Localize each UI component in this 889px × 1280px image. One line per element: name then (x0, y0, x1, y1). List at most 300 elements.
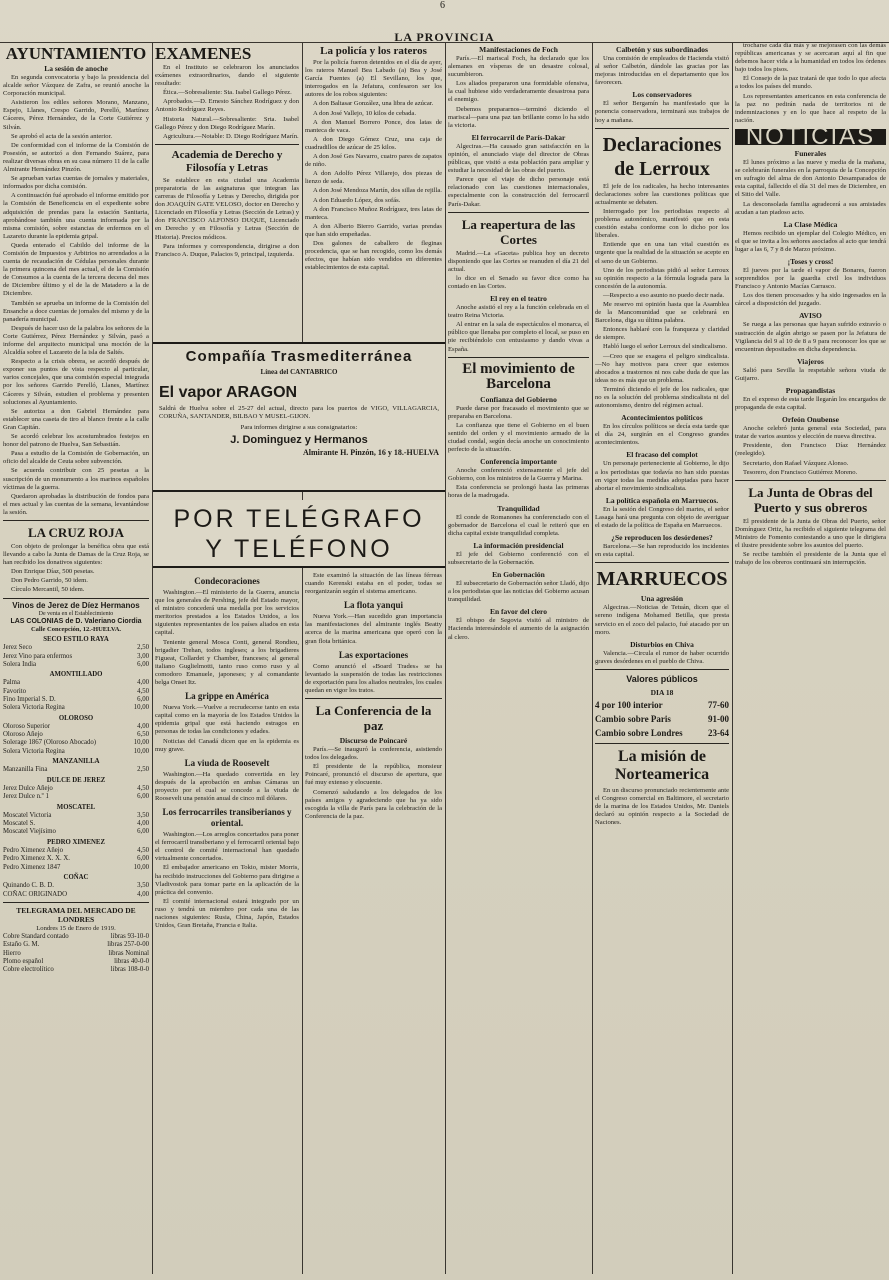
values-label: 4 por 100 interior (595, 699, 663, 710)
paragraph: A continuación fué aprobado el informe emitido por la Comisión de Beneficencia en el expediente sobre adquisición de prendas para la estación Sanitaria, aprobándose también una cuenta informada por la misma comisión, sobre estancias de enfermos en el Lazareto durante la epidemia gripal. (3, 192, 149, 240)
values-row (595, 726, 729, 740)
paragraph: Comenzó saludando a los delegados de los países amigos y agradeciendo que ha ya sido escogida la villa de París para la celebración de la Conferencia de la paz. (305, 788, 442, 820)
price-row (3, 731, 149, 739)
ad-line: Línea del CANTABRICO (260, 368, 338, 376)
article-body (595, 183, 729, 411)
paragraph: Se acuerda contribuir con 25 pesetas a la suscripción de un monumento a los marinos españoles víctimas de la guerra. (3, 467, 149, 491)
item-price: 2,50 (137, 644, 149, 652)
paragraph: Noticias del Canadá dicen que en la epidemia es muy grave. (155, 737, 299, 753)
price-row (3, 855, 149, 863)
price-row (3, 891, 149, 899)
ad-info: Para informes dirigirse a sus consignatarios: (240, 424, 358, 431)
paragraph: En el expreso de esta tarde llegarán los encargados de propaganda de esta capital. (735, 396, 886, 412)
item-price: 4,00 (137, 820, 149, 828)
item-name: Manzanilla Fina (3, 766, 48, 774)
article-body (305, 613, 442, 645)
article-title: Conferencia importante (480, 457, 557, 467)
article-body (595, 423, 729, 447)
divider (448, 212, 589, 213)
article-body (595, 100, 729, 124)
category-label: DULCE DE JEREZ (46, 776, 106, 784)
article-body (448, 304, 589, 354)
article-body (448, 143, 589, 209)
article-title: La misión de Norteamerica (614, 747, 710, 783)
paragraph: Algeciras.—Noticias de Tetuán, dicen que el sereno indígena Mohamed Betilla, que presta servicio en el zoco del palacio, fué atacado por un moro. (595, 604, 729, 636)
paragraph: París.—Se inauguró la conferencia, asistiendo todos los delegados. (305, 746, 442, 762)
article-title: Los conservadores (632, 90, 692, 100)
item-price: 4,00 (137, 722, 149, 730)
article-title: ¡Toses y cross! (787, 256, 834, 266)
article-title: La política española en Marruecos. (605, 495, 719, 505)
section-subtitle: DIA 18 (650, 687, 674, 697)
paragraph: De conformidad con el informe de la Comisión de Posesión, se autorizó a don Fernando Suárez, para realizar diversas obras en su casa número 11 de la calle Almirante Hernández Pinzón. (3, 141, 149, 174)
article-body (448, 55, 589, 130)
paragraph: Pasa a estudio de la Comisión de Gobernación, un oficio del alcalde de Ceuta sobre subvención. (3, 450, 149, 466)
paragraph: Anoche asistió el rey a la función celebrada en el teatro Reina Victoria. (448, 304, 589, 320)
values-label: Cambio sobre Londres (595, 727, 683, 738)
paragraph: Respecto a la crisis obrera, se acordó después de exponer sus puntos de vista respecto al particular, varios concejales, que una comisión especial integrada por los señores Garrido Perelló, Llanes, Martínez Cáceres y Silván, estudien el problema y presenten soluciones al Ayuntamiento. (3, 358, 149, 406)
item-price: 4,50 (137, 847, 149, 855)
category-label: MOSCATEL (56, 803, 96, 811)
paragraph: El conde de Romanones ha conferenciado con el gobernador de Barcelona el cual le reiteró que en dicha capital existe tranquilidad completa. (448, 513, 589, 537)
article-subtitle: Confianza del Gobierno (480, 394, 557, 404)
values-table (595, 698, 729, 740)
price-row (3, 661, 149, 669)
article-body (595, 650, 729, 666)
paragraph: Círculo Mercantil, 50 idem. (11, 586, 85, 594)
ad-ship: El vapor ARAGON (159, 384, 298, 401)
article-title: La Clase Médica (783, 219, 838, 229)
divider (3, 598, 149, 599)
article-title: La reapertura de las Cortes (461, 216, 576, 247)
price-row (3, 653, 149, 661)
values-amount: 91-00 (708, 713, 729, 724)
item-name: Oloroso Superior (3, 722, 51, 730)
item-price: 10,00 (133, 739, 149, 747)
category-label: MANZANILLA (52, 758, 100, 766)
price-row (3, 864, 149, 872)
item-name: Solera Victoria Regina (3, 704, 65, 712)
article-body (448, 250, 589, 274)
section-banner: NOTICIAS (735, 129, 886, 145)
category-label: COÑAC (63, 873, 89, 881)
paragraph: Se acordó celebrar los acostumbrados festejos en honor del patrono de Huelva, San Sebastián. (3, 433, 149, 449)
article-body (3, 543, 149, 595)
divider (305, 698, 442, 699)
item-name: Solera India (3, 660, 37, 668)
paragraph: trocharse cada día más y se mejorasen con las demás repúblicas americanas y se acercaran aquí al fin que debemos hacer vida a la humanidad en todos los órdenes bajo todos los pisos. (735, 42, 886, 74)
paragraph: El comité internacional estará integrado por un ruso y tendrá un miembro por cada una de las naciones siguientes: Rusia, China, Japón, Estados Unidos, Gran Bretaña, Francia e Italia. (155, 897, 299, 930)
item-name: Fino Imperial S. D. (3, 695, 56, 703)
paragraph: Debemos prepararnos—terminó diciendo el mariscal—para una paz tan brillante como lo ha sido la victoria. (448, 105, 589, 129)
paragraph: Tesorero, don Francisco Gutiérrez Moreno. (743, 468, 858, 476)
article-body (595, 55, 729, 87)
price-table (3, 634, 149, 899)
paragraph: A don Diego Gómez Cruz, una caja de cuadradillos de azúcar de 25 kilos. (305, 135, 442, 151)
paragraph: lo dice en el Senado su favor dice como ha contado en las Cortes. (448, 274, 589, 290)
column-6 (732, 42, 889, 1274)
item-price: 6,00 (137, 695, 149, 703)
category-label: PEDRO XIMENEZ (47, 838, 105, 846)
divider (595, 562, 729, 563)
item-name: Pedro Ximenez X. X. X. (3, 855, 71, 863)
paragraph: El jueves por la tarde el vapor de Bonares, fueron sorprendidos por la guardia civil los individuos Francisco y Antonio Macías Carrasco. (735, 266, 886, 291)
article-title: Disturbios en Chiva (630, 639, 694, 649)
paragraph: Para informes y correspondencia, dirigirse a don Francisco A. Duque, Palacios 9, principal, izquierda. (155, 242, 299, 258)
item-price: 6,00 (137, 855, 149, 863)
paragraph: Dos galones de caballero de fleginas procedencia, que se han recogido, como los demás efectos, que habían sido vendidos en diferentes establecimientos de esta capital. (305, 239, 442, 272)
column-3-lower (302, 572, 445, 1274)
article-subtitle: La sesión de anoche (44, 64, 108, 73)
paragraph: A don Eduardo López, dos sofás. (313, 196, 401, 204)
paragraph: Teniente general Mosca Conti, general Rondieu, brigadier Trehan, todos ingleses; a los brigadieres Figueat, Collardet y Chamber, franceses; al general italiano Guglielmotti, tanto ruso como ruso y al comodoro Emanuele, japoneses; y al comandante belga Onset Itz. (155, 638, 299, 687)
item-name: COÑAC ORIGINADO (3, 890, 68, 898)
paragraph: Historia Natural.—Sobresaliente: Srta. Isabel Gallego Pérez y don Diego Rodríguez Marín. (155, 115, 299, 131)
article-title: La policía y los rateros (320, 45, 427, 57)
paragraph: Me reservo mi opinión hasta que la Asamblea de la Mancomunidad que se celebrará en Barcelona, diga su última palabra. (595, 300, 729, 325)
telegram-table (3, 933, 149, 974)
paragraph: Secretario, don Rafael Vázquez Alonso. (743, 459, 849, 467)
price-category (3, 756, 149, 766)
paragraph: En el Instituto se celebraron los anunciados exámenes extraordinarios, dando el siguiente resultado: (155, 64, 299, 88)
ad-address: Almirante H. Pinzón, 16 y 18.-HUELVA (302, 448, 439, 457)
paragraph: El presidente de la Junta de Obras del Puerto, señor Domínguez Ortiz, ha recibido el siguiente telegrama del Ministro de Fomento contestando a uno que le dirigiera el ilustre presidente sobre los asuntos del puerto. (735, 517, 886, 550)
article-title: La viuda de Roosevelt (184, 757, 270, 768)
price-row (3, 828, 149, 836)
paragraph: Washington.—Ha quedado convertida en ley después de la aprobación en ambas Cámaras un proyecto por el cual se concede a la viuda de Roosevelt una pensión anual de cinco mil dólares. (155, 770, 299, 802)
metal-price: libras 93-10-0 (110, 932, 149, 940)
price-row (3, 882, 149, 890)
values-amount: 77-60 (708, 699, 729, 710)
paragraph: En los círculos políticos se decía esta tarde que el día 24, surgirán en el Congreso grandes acontecimientos. (595, 423, 729, 447)
telegram-row (3, 933, 149, 941)
divider (155, 144, 299, 145)
paragraph: Aprobados.—D. Ernesto Sánchez Rodríguez y don Antonio Rodríguez Reyes. (155, 98, 299, 114)
paragraph: Se aprobó el acta de la sesión anterior. (11, 132, 113, 140)
price-category (3, 634, 149, 644)
paragraph: Este examinó la situación de las líneas férreas cuando Kerenski estaba en el poder, todas se reorganizarán según el sistema americano. (305, 572, 442, 596)
item-name: Solera Victoria Regina (3, 747, 65, 755)
ad-title: Vinos de Jerez de Díez Hermanos (12, 600, 140, 610)
article-body (735, 230, 886, 254)
item-price: 6,00 (137, 660, 149, 668)
price-row (3, 739, 149, 747)
column-2-upper (152, 42, 302, 340)
ad-title: Compañía Trasmediterránea (185, 348, 413, 365)
ad-subtitle: De venta en el Establecimiento (38, 610, 114, 617)
article-body (448, 275, 589, 291)
item-price: 3,50 (137, 811, 149, 819)
article-title: Academia de Derecho y Filosofía y Letras (171, 148, 283, 174)
column-1 (0, 42, 152, 1274)
paragraph: El Consejo de la paz tratará de que todo lo que afecta a todos los países del mundo. (735, 75, 886, 91)
column-5 (592, 42, 732, 1274)
category-label: SECO ESTILO RAYA (43, 635, 109, 643)
banner-title: POR TELÉGRAFO Y TELÉFONO (173, 505, 425, 563)
values-amount: 23-64 (708, 727, 729, 738)
divider (448, 357, 589, 358)
price-category (3, 872, 149, 882)
article-title: Condecoraciones (194, 576, 260, 586)
article-body (735, 518, 886, 568)
paragraph: El jefe de los radicales, ha hecho interesantes declaraciones sobre las cuestiones políticas que actualmente se debaten. (595, 182, 729, 206)
divider (735, 480, 886, 481)
item-name: Solerage 1867 (Oloroso Abocado) (3, 739, 97, 747)
item-name: Moscatel Victoria (3, 811, 52, 819)
article-title: En favor del clero (489, 607, 547, 617)
price-row (3, 679, 149, 687)
article-body (448, 514, 589, 538)
column-3-upper (302, 42, 445, 340)
price-row (3, 696, 149, 704)
price-row (3, 785, 149, 793)
paragraph: Don Pedro Garrido, 50 idem. (11, 577, 88, 585)
values-row (595, 698, 729, 712)
item-name: Favorito (3, 687, 27, 695)
item-price: 10,00 (133, 704, 149, 712)
item-name: Jerez Vino para enfermos (3, 652, 73, 660)
price-category (3, 669, 149, 679)
price-row (3, 812, 149, 820)
paragraph: Asistieron los ediles señores Morano, Manzano, Espejo, Llanes, Crespo Garrido, Perelló, Martínez Cáceres, Pérez Hernández, de la Corte Gutiérrez y Silván. (3, 99, 149, 131)
article-body (595, 604, 729, 636)
article-body (595, 787, 729, 827)
values-label: Cambio sobre Paris (595, 713, 671, 724)
article-body (735, 159, 886, 217)
paragraph: Queda enterado el Cabildo del informe de la Comisión de Impuestos y Arbitrios no arrendados a la cuenta de recaudación de Cédulas personales durante la primera quincena del mes actual, el de la Comisión de Consumos a la cuenta de la tercera decena del mes de Diciembre último y el de la de Matadero a la de Diciembre. (3, 241, 149, 298)
paragraph: Por la policía fueron detenidos en el día de ayer, los rateros Manuel Bea Labado (a) Bea y José García Fuentes (a) El Sevillano, los que, interrogados en la Jefatura, confesaron ser los autores de los robos siguientes: (305, 59, 442, 99)
article-title: Viajeros (797, 356, 824, 366)
paragraph: Valencia.—Circula el rumor de haber ocurrido graves desórdenes en el pueblo de Chiva. (595, 649, 729, 665)
paragraph: A don José Ges Navarro, cuatro pares de zapatos de niño. (305, 153, 442, 169)
item-price: 10,00 (133, 863, 149, 871)
paragraph: Se ruega a las personas que hayan sufrido extravío o sustracción de algún abrigo se pasen por la Jefatura de Vigilancia del 9 al 10 de 8 a 9 para reconocer los que se encuentran depositados en dicha dependencia. (735, 321, 886, 353)
paragraph: A don José Mendoza Martín, dos sillas de rejilla. (313, 187, 442, 195)
item-price: 6,50 (137, 731, 149, 739)
article-body (305, 746, 442, 821)
article-body (735, 267, 886, 308)
paragraph: Anoche celebró junta general esta Sociedad, para tratar de varios asuntos y elección de nueva directiva. (735, 425, 886, 441)
article-title: La flota yanqui (343, 600, 403, 611)
article-body (305, 59, 442, 272)
item-price: 6,00 (137, 828, 149, 836)
divider (595, 128, 729, 129)
item-price: 3,00 (137, 652, 149, 660)
article-title: El rey en el teatro (490, 294, 547, 304)
article-body (155, 177, 299, 259)
paragraph: A don Baltasar González, una libra de azúcar. (313, 100, 434, 108)
metal-name: Cobre electrolítico (3, 966, 54, 974)
ad-text: Saldrá de Huelva sobre el 25-27 del actual, directo para los puertos de VIGO, VILLAGARCIA, CORUÑA, SANTANDER, BILBAO Y MUSEL-GIJON. (159, 405, 439, 420)
article-title: El fracaso del complot (626, 450, 698, 460)
paragraph: El lunes próximo a las nueve y media de la mañana, se celebrarán funerales en la parroquia de la Concepción en sufragio del alma de don Antonio Desamparados de esta capital, fallecido el día 31 del mes de Diciembre, en el Sitio del Valle. (735, 159, 886, 199)
article-title: AYUNTAMIENTO (5, 44, 147, 63)
article-title: El movimiento de Barcelona (462, 360, 575, 392)
item-name: Pedro Ximenez 1847 (3, 863, 61, 871)
paragraph: Como anunció el «Board Trades» se ha levantado la suspensión de todas las restricciones de exportación para los aliados neutrales, los cuales quedan en vigor los tratos. (305, 662, 442, 694)
article-body (448, 467, 589, 500)
article-title: Propagandistas (785, 386, 836, 395)
divider (595, 743, 729, 744)
price-row (3, 723, 149, 731)
article-title: Los ferrocarriles transiberianos y oriental. (162, 807, 292, 829)
article-body (155, 64, 299, 141)
paragraph: Los representantes americanos en esta conferencia de la paz no pedirán nada de territorios ni de indemnizaciones y en lo que hace al respeto de la nación. (735, 92, 886, 124)
category-label: AMONTILLADO (49, 671, 103, 679)
article-body (735, 396, 886, 412)
article-title: Acontecimientos políticos (621, 413, 703, 423)
paragraph: El jefe del Gobierno conferenció con el subsecretario de la Gobernación. (448, 550, 589, 566)
paragraph: Washington.—Los arreglos concertados para poner el ferrocarril transiberiano y el ferrocarril oriental bajo el control de comité internacional han quedado virtualmente concertados. (155, 831, 299, 863)
metal-price: libras 40-0-0 (114, 957, 149, 965)
paragraph: Barcelona.—Se han reproducido los incidentes en esta capital. (595, 543, 729, 559)
paragraph: Washington.—El ministerio de la Guerra, anuncia que los generales de Pershing, jefe del Estado mayor, el ministro concederá una medalla por los servicios meritorios prestados a los Estados Unidos, a los siguientes representantes de los países aliados en esta capital. (155, 589, 299, 637)
article-body (448, 551, 589, 567)
paragraph: En segunda convocatoria y bajo la presidencia del alcalde señor Vázquez de Zafra, se reunió anoche la Corporación municipal. (3, 74, 149, 98)
article-title: El ferrocarril de París-Dakar (471, 132, 566, 142)
price-row (3, 793, 149, 801)
newspaper-name: LA PROVINCIA (394, 30, 495, 44)
paragraph: Hemos recibido un ejemplar del Colegio Médico, en el que se invita a los señores asociados al acto que tendrá lugar a las 6, 7 y 8 de Marzo próximo. (735, 229, 886, 253)
paragraph: Un personaje perteneciente al Gobierno, le dijo a los periodistas que todavía no han sido puestas en vigor todas las medidas adoptadas para hacer abortar el movimiento sindicalista. (595, 460, 729, 492)
divider (3, 902, 149, 903)
section-title: Valores públicos (626, 673, 698, 684)
article-body (735, 425, 886, 477)
paragraph: Terminó diciendo el jefe de los radicales, que no es la solución del problema sindicalista ni del autonomismo, dentro del régimen actual. (595, 385, 729, 410)
article-body (155, 831, 299, 930)
divider (595, 669, 729, 670)
article-body (448, 405, 589, 455)
article-body (735, 367, 886, 383)
item-name: Palma (3, 679, 20, 687)
paragraph: Con objeto de prolongar la benéfica obra que está llevando a cabo la Junta de Damas de la Cruz Roja, se han recibido los donativos siguientes: (3, 542, 149, 567)
paragraph: El obispo de Segovia visitó al ministro de Hacienda interesándole el aumento de la asignación al clero. (448, 617, 589, 641)
ad-agents: J. Dominguez y Hermanos (230, 434, 368, 446)
metal-price: libras 108-0-0 (110, 966, 149, 974)
article-subtitle: Una agresión (640, 594, 684, 604)
article-body (155, 771, 299, 803)
article-title: La Conferencia de la paz (315, 703, 432, 734)
shipping-ad (153, 342, 445, 492)
metal-price: libras Nominal (108, 949, 149, 957)
paragraph: En un discurso pronunciado recientemente ante el Congreso comercial en Baltimore, el secretario de la marina de los Estados Unidos, Mr. Daniels declaró su opinión respecto a la Sociedad de Naciones. (595, 786, 729, 827)
paragraph: Quedaron aprobadas la distribución de fondos para el mes actual y las cuentas de la semana, levantándose la sesión. (3, 492, 149, 516)
article-body (3, 74, 149, 517)
telegram-date: Londres 15 de Enero de 1919. (36, 924, 116, 932)
paragraph: Al entrar en la sala de espectáculos el monarca, el público que llenaba por completo el local, se puso en pie recibiéndolo con entusiasmo y dando vivas a España. (448, 321, 589, 353)
paragraph: Los aliados prepararon una formidable ofensiva, la cual hubiese sido verdaderamente desastrosa para el enemigo. (448, 80, 589, 104)
item-price: 2,50 (137, 766, 149, 774)
article-subtitle: Discurso de Poincaré (339, 736, 408, 746)
telegram-row (3, 941, 149, 949)
paragraph: Una comisión de empleados de Hacienda visitó al señor Calbetón, dándole las gracias por las mejoras introducidas en el departamento que los favorecen. (595, 55, 729, 87)
telegraph-banner (153, 500, 445, 568)
paragraph: París.—El mariscal Foch, ha declarado que los alemanes en vísperas de un desastre colosal, sucumbieron. (448, 55, 589, 79)
article-body (595, 543, 729, 559)
price-row (3, 748, 149, 756)
paragraph: Se establece en esta ciudad una Academia preparatoria de las asignaturas que integran las carreras de Filosofía y Letras y Derecho, dirigida por don JOAQUÍN GATE VELOSO, doctor en Derecho y Licenciado en Filosofía y Letras (Sección de Letras) y don FRANCISCO ALFONSO DUQUE, Licenciado en Derecho y en Filosofía y Letras (Sección de Historia). Precios módicos. (155, 176, 299, 241)
price-row (3, 766, 149, 774)
item-name: Jerez Seco (3, 644, 32, 652)
paragraph: Anoche conferenció extensamente el jefe del Gobierno, con los ministros de la Guerra y Marina. (448, 467, 589, 483)
item-price: 4,00 (137, 679, 149, 687)
telegram-row (3, 958, 149, 966)
paragraph: Los dos tienen procesados y ha sido ingresados en la cárcel a disposición del juzgado. (735, 292, 886, 308)
paragraph: Madrid.—La «Gaceta» publica hoy un decreto disponiendo que las Cortes se reanuden el día 21 del actual. (448, 249, 589, 273)
telegram-title: TELEGRAMA DEL MERCADO DE LONDRES (16, 905, 136, 924)
article-title: EXAMENES (155, 44, 252, 63)
paragraph: Se recibe también el presidente de la Junta que el trabajo de los obreros continuará sin interrupción. (735, 551, 886, 567)
price-row (3, 847, 149, 855)
column-4 (445, 42, 592, 1274)
price-row (3, 688, 149, 696)
article-title: Declaraciones de Lerroux (602, 133, 722, 180)
paragraph: En la sesión del Congreso del martes, el señor Lasaga hará una pregunta con objeto de averiguar el estado de la política de España en Marruecos. (595, 505, 729, 530)
paragraph: El señor Bergamín ha manifestado que la ponencia conservadora, terminará sus trabajos de hoy a mañana. (595, 100, 729, 124)
paragraph: A don Manuel Borrero Ponce, dos latas de manteca de vaca. (305, 118, 442, 134)
paragraph: Entonces hablaré con la franqueza y claridad de siempre. (595, 326, 729, 342)
paragraph: Puede darse por fracasado el movimiento que se preparaba en Barcelona. (448, 404, 589, 420)
article-title: La Junta de Obras del Puerto y sus obreros (748, 484, 873, 515)
paragraph: Salió para Sevilla la respetable señora viuda de Guijarro. (735, 366, 886, 382)
item-price: 4,00 (137, 890, 149, 898)
price-category (3, 837, 149, 847)
ad-shop: LAS COLONIAS de D. Valeriano Ciordia (10, 617, 142, 625)
paragraph: Nueva York.—Han sucedido gran importancia las manifestaciones del almirante inglés Beatty acerca de la marina americana que operó con la gran flota británica. (305, 613, 442, 645)
values-row (595, 712, 729, 726)
article-title: AVISO (799, 311, 822, 321)
article-title: La información presidencial (473, 540, 564, 550)
paragraph: —Creo que se exagera el peligro sindicalista.—No hay motivos para creer que estemos abocados a trastornos ni nos cabe duda de que las ideas no es más que un problema. (595, 352, 729, 384)
item-price: 3,50 (137, 882, 149, 890)
article-title: Tranquilidad (497, 503, 540, 513)
price-category (3, 713, 149, 723)
item-name: Pedro Ximenez Añejo (3, 847, 64, 855)
price-row (3, 644, 149, 652)
article-body (735, 321, 886, 353)
paragraph: Presidente, don Francisco Díaz Hernández (reelegido). (735, 442, 886, 458)
item-price: 4,50 (137, 687, 149, 695)
page-number: 6 (440, 0, 445, 11)
item-name: Quinando C. B. D. (3, 882, 54, 890)
price-category (3, 802, 149, 812)
paragraph: Nueva York.—Vuelve a recrudecerse tanto en esta capital como en la mayoría de los Estados Unidos la epidemia gripal que está haciendo estragos en personas de todas las condiciones y edades. (155, 704, 299, 736)
item-name: Jerez Dulce Añejo (3, 784, 53, 792)
item-name: Moscatel S. (3, 820, 36, 828)
divider (3, 520, 149, 521)
paragraph: A don Francisco Muñoz Rodríguez, tres latas de manteca. (305, 205, 442, 221)
paragraph: Después de hacer uso de la palabra los señores de la Corte Gutiérrez, Pérez Hernández y Silván, pasó a informe del arquitecto municipal una moción de la Alcaldía sobre el Lazareto de la isla de Saltés. (3, 324, 149, 357)
item-name: Oloroso Añejo (3, 731, 43, 739)
article-title: En Gobernación (492, 570, 545, 580)
item-name: Jerez Dulce n.º 1 (3, 793, 49, 801)
article-title: La grippe en América (185, 691, 269, 702)
article-body (595, 506, 729, 530)
price-row (3, 820, 149, 828)
paragraph: Algeciras.—Ha causado gran satisfacción en la opinión, el anunciado viaje del director de Obras públicas, que visitó a esta población para ampliar y estudiar la necesidad de las obras del puerto. (448, 142, 589, 175)
article-body (155, 704, 299, 754)
masthead (0, 0, 889, 43)
telegram-row (3, 966, 149, 974)
telegram-row (3, 950, 149, 958)
category-label: OLOROSO (58, 714, 94, 722)
column-2-lower (152, 572, 302, 1274)
paragraph: Habló luego el señor Lerroux del sindicalismo. (603, 343, 727, 351)
article-body (155, 589, 299, 687)
paragraph: A don Adolfo Pérez Villarejo, dos piezas de lienzo de seda. (305, 170, 442, 186)
item-price: 6,00 (137, 793, 149, 801)
article-body (595, 460, 729, 492)
